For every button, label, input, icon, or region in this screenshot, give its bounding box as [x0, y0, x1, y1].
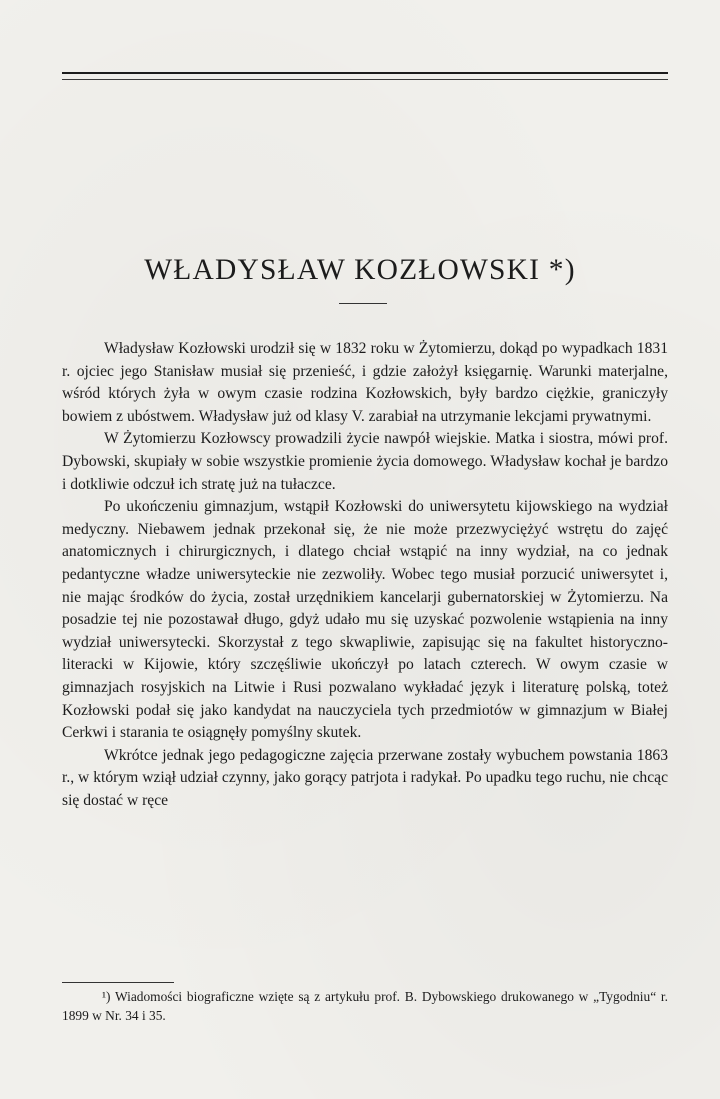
footnote-divider [62, 982, 174, 983]
paragraph-1: Władysław Kozłowski urodził się w 1832 roku w Żytomierzu, dokąd po wypadkach 1831 r. ojciec jego Stanisław musiał się przenieść, i gdzie założył księgarnię. Warunki materjalne, wśród których żyła w owym czasie rodzina Kozłowskich, były bardzo ciężkie, graniczyły bowiem z ubóstwem. Władysław już od klasy V. zarabiał na utrzymanie lekcjami prywatnymi. [62, 340, 668, 425]
paragraph-4: Wkrótce jednak jego pedagogiczne zajęcia przerwane zostały wybuchem powstania 1863 r., w którym wziął udział czynny, jako gorący patrjota i radykał. Po upadku tego ruchu, nie chcąc się dostać w ręce [62, 746, 668, 809]
paragraph-3: Po ukończeniu gimnazjum, wstąpił Kozłowski do uniwersytetu kijowskiego na wydział medyczny. Niebawem jednak przekonał się, że nie może przezwyciężyć wstrętu do zajęć anatomicznych i chirurgicznych, i dlatego chciał wstąpić na inny wydział, na co jednak pedantyczne władze uniwersyteckie nie zezwoliły. Wobec tego musiał porzucić uniwersytet i, nie mając środków do życia, został urzędnikiem kancelarji gubernatorskiej w Żytomierzu. Na posadzie tej nie pozostawał długo, gdyż udało mu się uzyskać pozwolenie wstąpienia na inny wydział uniwersytecki. Skorzystał z tego skwapliwie, zapisując się na fakultet historyczno-literacki w Kijowie, który szczęśliwie ukończył po latach czterech. W owym czasie w gimnazjach rosyjskich na Litwie i Rusi pozwalano wykładać język i literaturę polską, toteż Kozłowski podał się jako kandydat na nauczyciela tych przedmiotów w gimnazjum w Białej Cerkwi i starania te osiągnęły pomyślny skutek. [62, 498, 668, 742]
chapter-title: WŁADYSŁAW KOZŁOWSKI *) [144, 254, 576, 286]
footnote: ¹) Wiadomości biograficzne wzięte są z artykułu prof. B. Dybowskiego drukowanego w „Tygodniu“ r. 1899 w Nr. 34 i 35. [62, 989, 668, 1023]
title-divider [339, 303, 387, 304]
paragraph-2: W Żytomierzu Kozłowscy prowadzili życie nawpół wiejskie. Matka i siostra, mówi prof. Dybowski, skupiały w sobie wszystkie promienie życia domowego. Władysław kochał je bardzo i dotkliwie odczuł ich stratę już na tułaczce. [62, 430, 668, 493]
header-rule [62, 72, 668, 74]
body-text [62, 338, 668, 812]
header-rule-thin [62, 79, 668, 80]
